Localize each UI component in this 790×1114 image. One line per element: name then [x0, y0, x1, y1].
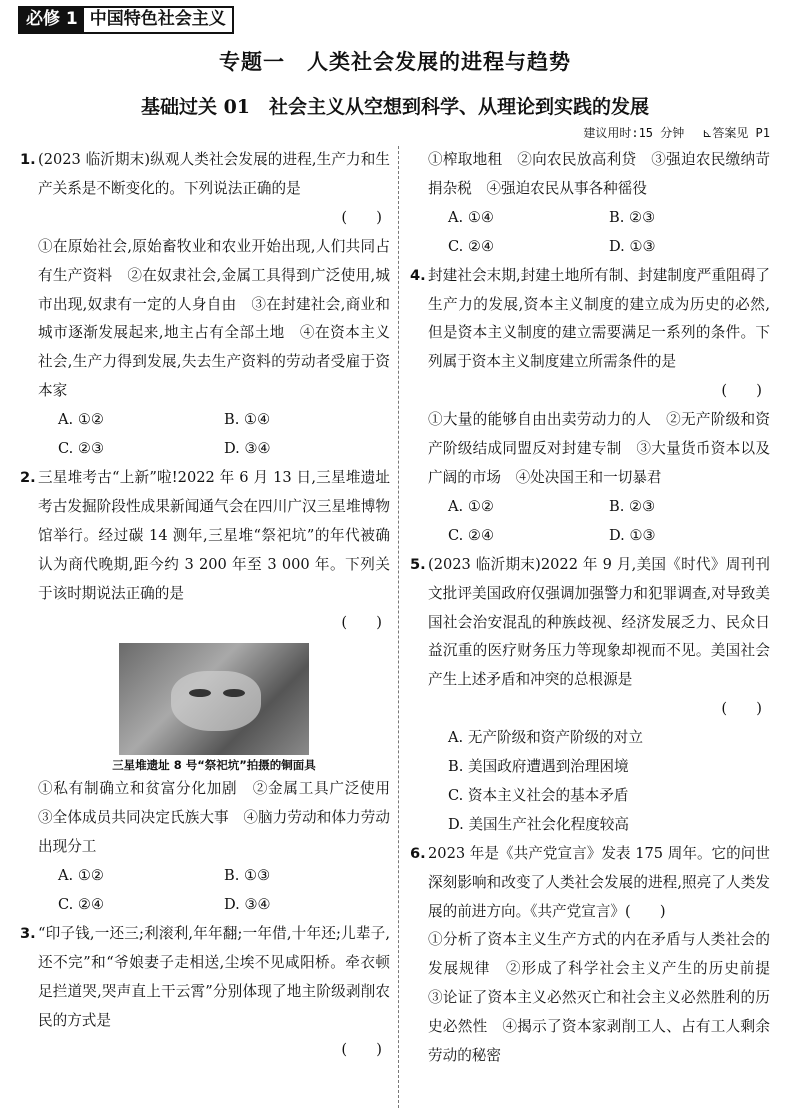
option-d[interactable]: D. ①③ — [609, 237, 656, 255]
bronze-mask-photo — [119, 643, 309, 755]
option-c[interactable]: C. ②④ — [448, 237, 495, 255]
question-number: 4. — [410, 266, 426, 284]
question-6 — [410, 840, 785, 1071]
question-number: 2. — [20, 468, 36, 486]
right-column — [410, 146, 785, 1071]
option-b[interactable]: B. ①④ — [224, 411, 271, 429]
question-3-continued — [410, 146, 770, 262]
question-4 — [410, 262, 770, 551]
question-stem: (2023 临沂期末)2022 年 9 月,美国《时代》周刊刊文批评美国政府仅强调加强警力和犯罪调查,对导致美国社会治安混乱的种族歧视、经济发展乏力、民众日益沉重的医疗财务压力等现象却视而不见。美国社会产生上述矛盾和冲突的总根源是 — [428, 555, 770, 689]
question-stem: 封建社会末期,封建土地所有制、封建制度严重阻碍了生产力的发展,资本主义制度的建立成为历史的必然,但是资本主义制度的建立需要满足一系列的条件。下列属于资本主义制度建立所需条件的是 — [428, 266, 770, 371]
option-a[interactable]: A. ①④ — [448, 208, 494, 226]
question-number: 5. — [410, 555, 426, 573]
question-stem: (2023 临沂期末)纵观人类社会发展的进程,生产力和生产关系是不断变化的。下列说法正确的是 — [38, 151, 390, 197]
question-3 — [20, 920, 390, 1065]
chapter-title: 中国特色社会主义 — [89, 9, 226, 29]
option-a[interactable]: A. ①② — [448, 497, 494, 515]
option-d[interactable]: D. ①③ — [609, 526, 656, 544]
option-c[interactable]: C. ②③ — [58, 440, 105, 458]
answer-ref: ⊾答案见 P1 — [702, 126, 770, 140]
question-number: 6. — [410, 844, 426, 862]
mask-shape — [171, 671, 261, 731]
question-2 — [20, 464, 405, 920]
topic-title: 专题一 人类社会发展的进程与趋势 — [219, 50, 571, 74]
options — [428, 724, 770, 840]
question-number: 1. — [20, 151, 36, 168]
option-d[interactable]: D. ③④ — [224, 896, 271, 914]
question-items: ①大量的能够自由出卖劳动力的人 ②无产阶级和资产阶级结成同盟反对封建专制 ③大量货币资本以及广阔的市场 ④处决国王和一切暴君 — [428, 411, 770, 486]
answer-blank[interactable]: ( ) — [721, 700, 762, 718]
meta-line — [565, 124, 770, 141]
answer-blank[interactable]: ( ) — [341, 208, 382, 226]
column-divider — [398, 146, 399, 1108]
photo-caption: 三星堆遗址 8 号“祭祀坑”拍摄的铜面具 — [112, 758, 316, 773]
options — [428, 204, 770, 262]
lesson-title: 基础过关 01 社会主义从空想到科学、从理论到实践的发展 — [140, 96, 650, 118]
option-c[interactable]: C. 资本主义社会的基本矛盾 — [448, 786, 629, 804]
option-a[interactable]: A. 无产阶级和资产阶级的对立 — [448, 729, 643, 747]
answer-blank[interactable]: ( ) — [721, 382, 762, 400]
chapter-tag — [18, 6, 234, 34]
options — [38, 406, 390, 464]
option-d[interactable]: D. 美国生产社会化程度较高 — [448, 815, 629, 833]
book-label: 必修 1 — [20, 8, 84, 32]
question-items: ①在原始社会,原始畜牧业和农业开始出现,人们共同占有生产资料 ②在奴隶社会,金属工具得到广泛使用,城市出现,奴隶有一定的人身自由 ③在封建社会,商业和城市逐渐发展起来,地主占有全部土地 ④在资本主义社会,生产力得到发展,失去生产资料的劳动者受雇于资本家 — [38, 237, 390, 400]
question-items: ①分析了资本主义生产方式的内在矛盾与人类社会的发展规律 ②形成了科学社会主义产生的历史前提 ③论证了资本主义必然灭亡和社会主义必然胜利的历史必然性 ④揭示了资本家剥削工人、占有工人剩余劳动的秘密 — [428, 931, 785, 1065]
answer-blank[interactable]: ( ) — [625, 902, 666, 920]
option-b[interactable]: B. ①③ — [224, 867, 271, 885]
question-items: ①私有制确立和贫富分化加剧 ②金属工具广泛使用 ③全体成员共同决定氏族大事 ④脑力劳动和体力劳动出现分工 — [38, 780, 405, 856]
option-a[interactable]: A. ①② — [58, 411, 104, 429]
option-a[interactable]: A. ①② — [58, 867, 104, 885]
options — [428, 493, 770, 551]
question-stem: 三星堆考古“上新”啦!2022 年 6 月 13 日,三星堆遗址考古发掘阶段性成果新闻通气会在四川广汉三星堆博物馆举行。经过碳 14 测年,三星堆“祭祀坑”的年代被确认为商代晚期,距今约 3 200 年至 3 000 年。下列关于该时期说法正确的是 — [38, 468, 390, 602]
question-5 — [410, 551, 770, 840]
option-b[interactable]: B. ②③ — [609, 208, 656, 226]
question-stem: “印子钱,一还三;利滚利,年年翻;一年借,十年还;儿辈子,还不完”和“爷娘妻子走相送,尘埃不见咸阳桥。牵衣顿足拦道哭,哭声直上干云霄”分别体现了地主阶级剥削农民的方式是 — [38, 924, 390, 1029]
question-number: 3. — [20, 924, 36, 942]
left-column — [20, 146, 405, 1064]
question-stem-text: 2023 年是《共产党宣言》发表 175 周年。它的问世深刻影响和改变了人类社会发展的进程,照亮了人类发展的前进方向。《共产党宣言》 — [428, 844, 770, 920]
options — [38, 862, 390, 920]
suggested-time: 建议用时:15 分钟 — [583, 126, 685, 140]
option-d[interactable]: D. ③④ — [224, 440, 271, 458]
option-b[interactable]: B. 美国政府遭遇到治理困境 — [448, 758, 629, 776]
question-items: ①榨取地租 ②向农民放高利贷 ③强迫农民缴纳苛捐杂税 ④强迫农民从事各种徭役 — [428, 151, 770, 197]
option-c[interactable]: C. ②④ — [58, 896, 105, 914]
question-1 — [20, 146, 390, 464]
option-b[interactable]: B. ②③ — [609, 497, 656, 515]
answer-blank[interactable]: ( ) — [341, 613, 382, 631]
option-c[interactable]: C. ②④ — [448, 526, 495, 544]
answer-blank[interactable]: ( ) — [341, 1040, 382, 1058]
question-stem — [428, 840, 770, 927]
